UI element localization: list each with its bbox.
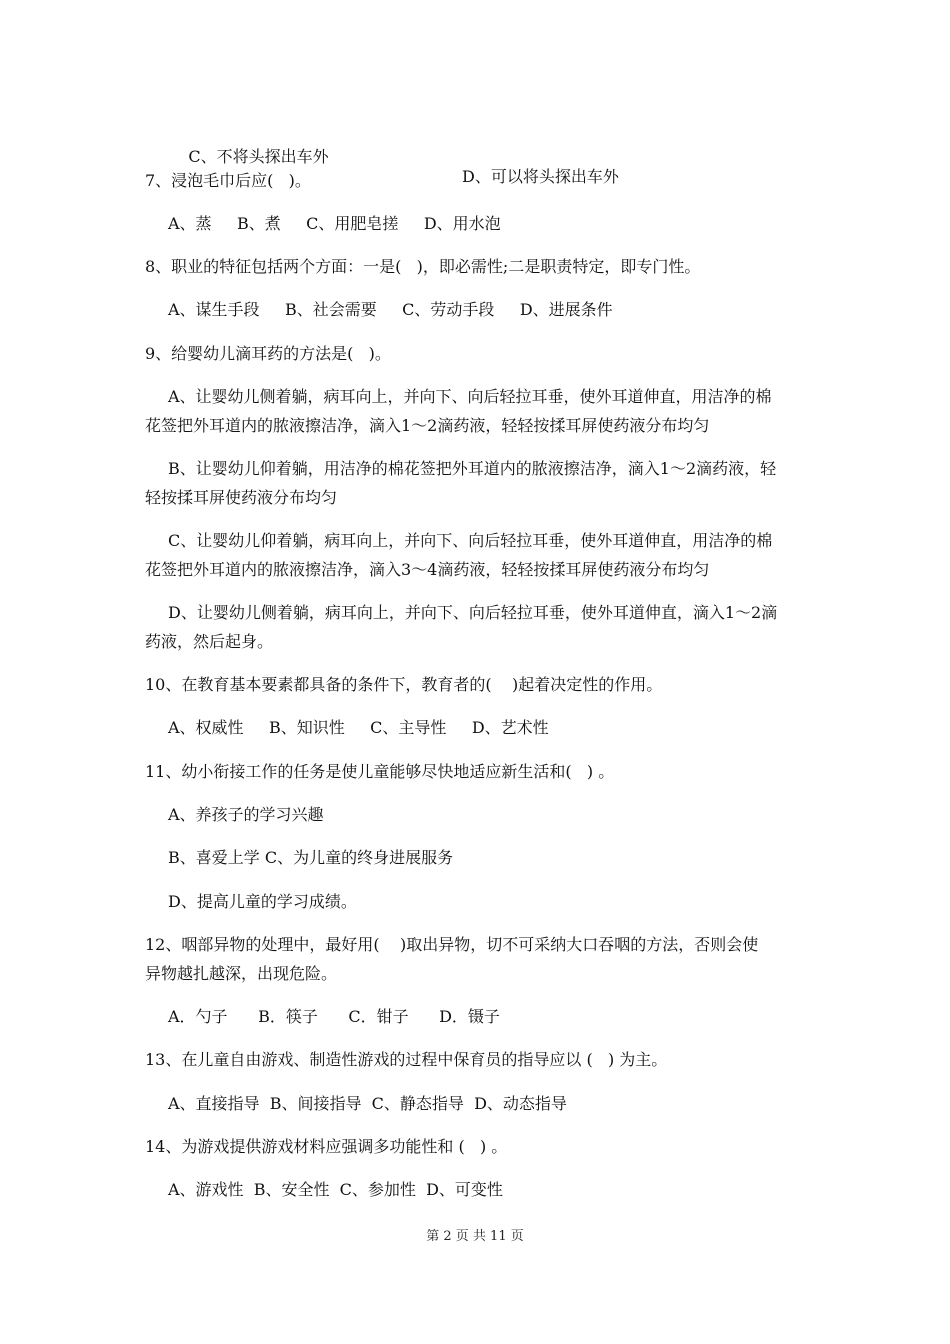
q9-option-a-line2: 花签把外耳道内的脓液擦洁净，滴入1～2滴药液，轻轻按揉耳屏使药液分布均匀 [145, 416, 710, 435]
q14-question: 14、为游戏提供游戏材料应强调多功能性和 ( ) 。 [145, 1137, 508, 1156]
q11-option-d: D、提高儿童的学习成绩。 [168, 892, 357, 911]
q6-options-row [168, 127, 830, 207]
q12-options: A．勺子 B．筷子 C．钳子 D．镊子 [168, 1007, 500, 1026]
q9-option-d-line2: 药液，然后起身。 [145, 632, 274, 651]
q9-option-b-line2: 轻按揉耳屏使药液分布均匀 [145, 488, 338, 507]
page-footer: 第 2 页 共 11 页 [426, 1229, 524, 1244]
q9-option-c-line2: 花签把外耳道内的脓液擦洁净，滴入3～4滴药液，轻轻按揉耳屏使药液分布均匀 [145, 560, 710, 579]
q10-options: A、权威性 B、知识性 C、主导性 D、艺术性 [168, 718, 549, 737]
q9-option-d-line1: D、让婴幼儿侧着躺，病耳向上，并向下、向后轻拉耳垂，使外耳道伸直，滴入1～2滴 [168, 603, 778, 622]
q7-question: 7、浸泡毛巾后应( )。 [145, 171, 311, 190]
q11-option-b-c: B、喜爱上学 C、为儿童的终身进展服务 [168, 848, 454, 867]
q12-question-line2: 异物越扎越深，出现危险。 [145, 964, 338, 983]
q9-option-c-line1: C、让婴幼儿仰着躺，病耳向上，并向下、向后轻拉耳垂，使外耳道伸直，用洁净的棉 [168, 531, 773, 550]
q11-question: 11、幼小衔接工作的任务是使儿童能够尽快地适应新生活和( ) 。 [145, 762, 615, 781]
q11-option-a: A、养孩子的学习兴趣 [168, 805, 324, 824]
q9-question: 9、给婴幼儿滴耳药的方法是( )。 [145, 344, 391, 363]
q13-options: A、直接指导 B、间接指导 C、静态指导 D、动态指导 [168, 1094, 567, 1113]
q7-options: A、蒸 B、煮 C、用肥皂搓 D、用水泡 [168, 214, 501, 233]
q14-options: A、游戏性 B、安全性 C、参加性 D、可变性 [168, 1180, 503, 1199]
q12-question-line1: 12、咽部异物的处理中，最好用( )取出异物，切不可采纳大口吞咽的方法，否则会使 [145, 935, 759, 954]
q6-option-c: C、不将头探出车外 [188, 147, 329, 166]
q9-option-b-line1: B、让婴幼儿仰着躺，用洁净的棉花签把外耳道内的脓液擦洁净，滴入1～2滴药液，轻 [168, 459, 777, 478]
q13-question: 13、在儿童自由游戏、制造性游戏的过程中保育员的指导应以 ( ) 为主。 [145, 1050, 668, 1069]
q8-options: A、谋生手段 B、社会需要 C、劳动手段 D、进展条件 [168, 300, 613, 319]
q9-option-a-line1: A、让婴幼儿侧着躺，病耳向上，并向下、向后轻拉耳垂，使外耳道伸直，用洁净的棉 [168, 387, 772, 406]
q6-option-d: D、可以将头探出车外 [462, 167, 619, 186]
q10-question: 10、在教育基本要素都具备的条件下，教育者的( )起着决定性的作用。 [145, 675, 663, 694]
q8-question: 8、职业的特征包括两个方面：一是( )，即必需性;二是职责特定，即专门性。 [145, 257, 701, 276]
